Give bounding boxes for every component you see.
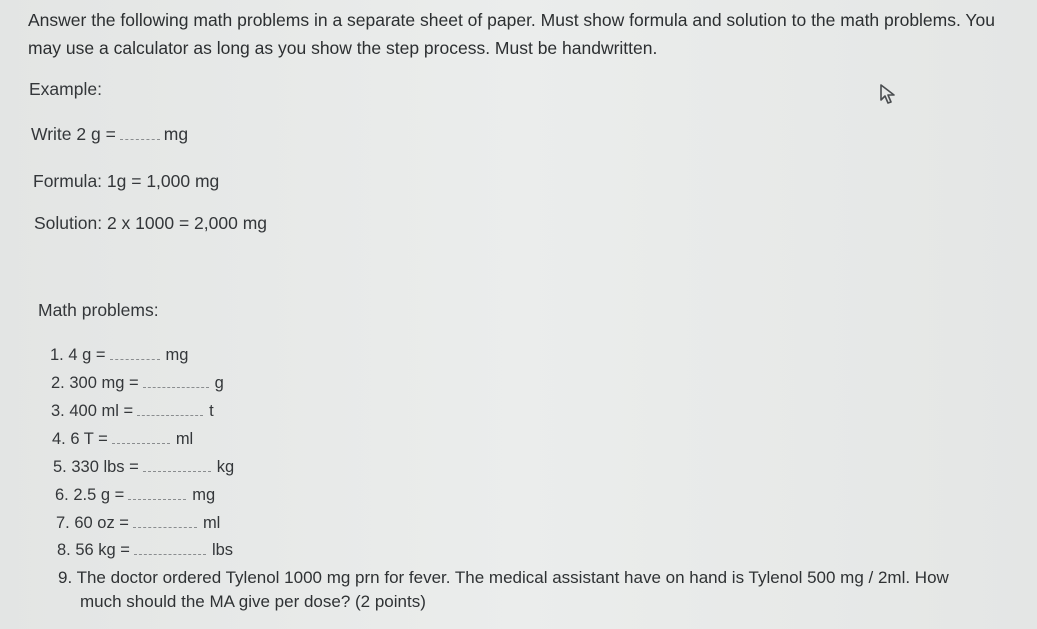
problem-label: 5. 330 lbs = — [53, 458, 139, 476]
question-9-line-1: 9. The doctor ordered Tylenol 1000 mg prn for fever. The medical assistant have on hand is Tylenol 500 mg / 2ml. How — [58, 568, 949, 587]
answer-blank — [143, 373, 209, 388]
problem-label: 3. 400 ml = — [51, 402, 134, 420]
problem-item — [53, 457, 234, 477]
problems-heading: Math problems: — [38, 300, 159, 320]
example-write-unit: mg — [163, 124, 189, 144]
answer-blank — [137, 401, 203, 416]
problem-label: 6. 2.5 g = — [55, 486, 125, 504]
example-heading: Example: — [29, 79, 102, 99]
example-write-line — [31, 124, 188, 145]
problem-label: 4. 6 T = — [52, 430, 108, 448]
problem-label: 7. 60 oz = — [56, 514, 129, 532]
question-9-line-2: much should the MA give per dose? (2 points) — [80, 592, 426, 611]
problem-unit: lbs — [211, 541, 234, 559]
problem-unit: mg — [165, 346, 189, 364]
problem-label: 1. 4 g = — [50, 346, 106, 364]
answer-blank — [133, 513, 197, 528]
problem-item — [52, 429, 193, 449]
question-9 — [58, 566, 1026, 614]
answer-blank — [110, 345, 160, 360]
example-formula: Formula: 1g = 1,000 mg — [33, 171, 220, 191]
problem-unit: ml — [202, 514, 221, 532]
problem-unit: t — [209, 402, 214, 420]
answer-blank — [112, 429, 170, 444]
mouse-pointer-icon — [878, 83, 900, 107]
problem-item — [50, 345, 188, 365]
problem-item — [51, 373, 224, 393]
problem-unit: g — [214, 374, 224, 392]
instructions-text: Answer the following math problems in a separate sheet of paper. Must show formula and solution to the math problems. You may use a calculator as long as you show the step process. Must be handwritten. — [28, 10, 995, 58]
problem-item — [56, 513, 220, 533]
problem-unit: kg — [216, 458, 235, 476]
problem-item — [57, 540, 233, 560]
example-solution: Solution: 2 x 1000 = 2,000 mg — [34, 213, 268, 233]
problem-unit: mg — [192, 486, 216, 504]
problem-item — [51, 401, 214, 421]
answer-blank — [128, 485, 186, 500]
answer-blank — [120, 125, 160, 140]
problem-label: 8. 56 kg = — [57, 541, 130, 559]
problem-unit: ml — [175, 430, 194, 448]
problem-item — [55, 485, 215, 505]
answer-blank — [143, 457, 211, 472]
answer-blank — [134, 540, 206, 555]
problem-label: 2. 300 mg = — [51, 374, 139, 392]
example-write-prefix: Write 2 g = — [31, 124, 116, 144]
